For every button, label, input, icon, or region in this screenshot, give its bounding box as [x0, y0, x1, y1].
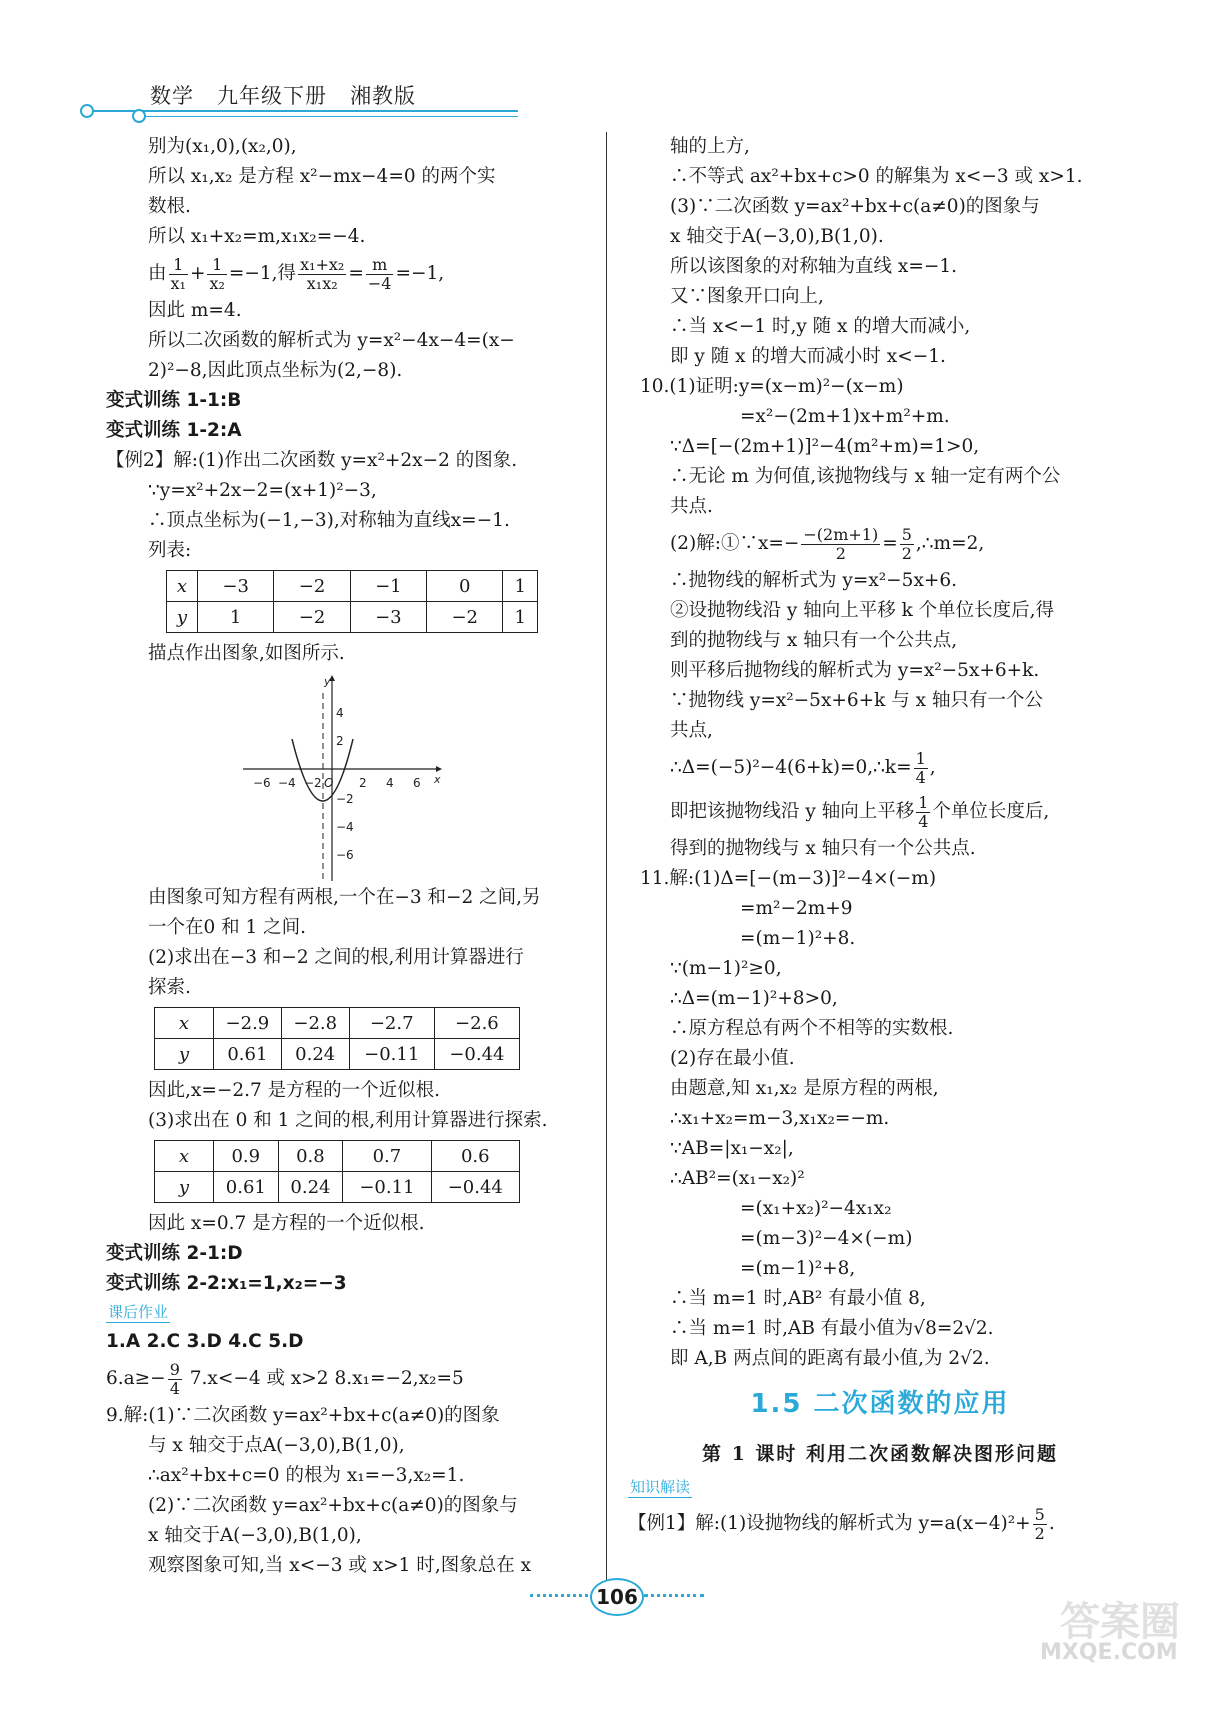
- x-tick-label: 4: [386, 776, 394, 790]
- section-label-knowledge: 知识解读: [630, 1478, 691, 1496]
- text-line: ∴当 m=1 时,AB 有最小值为√8=2√2.: [670, 1318, 994, 1339]
- text-line: ②设抛物线沿 y 轴向上平移 k 个单位长度后,得: [670, 600, 1055, 621]
- text-line: 共点,: [670, 720, 713, 741]
- fraction: $\frac{1}{4}$: [915, 748, 926, 787]
- text-line: 一个在0 和 1 之间.: [148, 917, 307, 938]
- header-dot-icon: [80, 104, 94, 118]
- y-tick-label: 4: [336, 706, 344, 720]
- text-line: 11.解:(1)Δ=[−(m−3)]²−4×(−m): [640, 868, 937, 889]
- table-cell: 0.8: [278, 1141, 343, 1172]
- text-line: 由图象可知方程有两根,一个在−3 和−2 之间,另: [148, 887, 541, 908]
- table-cell: 0.7: [343, 1141, 431, 1172]
- text-line: 探索.: [148, 977, 191, 998]
- text-line: 列表:: [148, 540, 192, 561]
- text-line: 由题意,知 x₁,x₂ 是原方程的两根,: [670, 1078, 939, 1099]
- header-dot-icon: [132, 109, 146, 123]
- text-line: (2)存在最小值.: [670, 1048, 795, 1069]
- page-number: 106: [590, 1578, 644, 1616]
- header-rule: [88, 110, 518, 112]
- table-cell: x: [155, 1141, 214, 1172]
- answer-line: 1.A 2.C 3.D 4.C 5.D: [106, 1331, 304, 1352]
- table-cell: −2: [427, 602, 503, 633]
- table-cell: 0.24: [278, 1172, 343, 1203]
- fraction: $\frac{9}{4}$: [169, 1359, 180, 1398]
- table-cell: −0.11: [349, 1039, 434, 1070]
- fraction-line: 即把该抛物线沿 y 轴向上平移 $\frac{1}{4}$ 个单位长度后,: [670, 792, 1050, 831]
- table-cell: 0: [427, 571, 503, 602]
- text-line: ∵Δ=[−(2m+1)]²−4(m²+m)=1>0,: [670, 436, 980, 457]
- text-line: ∴不等式 ax²+bx+c>0 的解集为 x<−3 或 x>1.: [670, 166, 1083, 187]
- x-axis-label: x: [434, 773, 441, 786]
- text-line: (3)求出在 0 和 1 之间的根,利用计算器进行探索.: [148, 1110, 548, 1131]
- fraction-line: ∴Δ=(−5)²−4(6+k)=0,∴k= $\frac{1}{4}$ ,: [670, 748, 936, 787]
- fraction: $\frac{5}{2}$: [1034, 1504, 1045, 1543]
- text-line: (2)∵二次函数 y=ax²+bx+c(a≠0)的图象与: [148, 1495, 518, 1516]
- fraction: $\frac{\text{x₁+x₂}}{\text{x₁x₂}}$: [300, 254, 345, 293]
- text-line: 因此 x=0.7 是方程的一个近似根.: [148, 1213, 425, 1234]
- value-table: [154, 1007, 520, 1070]
- table-cell: −2.7: [349, 1008, 434, 1039]
- table-cell: −3: [350, 602, 426, 633]
- text-line: ∴AB²=(x₁−x₂)²: [670, 1168, 805, 1189]
- footer-dotted-rule: [644, 1594, 704, 1599]
- text-line: 9.解:(1)∵二次函数 y=ax²+bx+c(a≠0)的图象: [106, 1405, 500, 1426]
- x-tick-label: 6: [413, 776, 421, 790]
- table-cell: 1: [197, 602, 273, 633]
- text-line: 即 A,B 两点间的距离有最小值,为 2√2.: [670, 1348, 990, 1369]
- y-tick-label: −2: [336, 792, 354, 806]
- table-cell: y: [155, 1172, 214, 1203]
- table-cell: −0.44: [434, 1039, 519, 1070]
- left-column: [106, 132, 598, 1581]
- text-line: ∵y=x²+2x−2=(x+1)²−3,: [148, 480, 377, 501]
- column-divider: [606, 132, 607, 1612]
- answer-line: 变式训练 1-1:B: [106, 390, 242, 411]
- fraction: $\frac{1}{\text{x₁}}$: [170, 254, 186, 293]
- text-line: =(m−1)²+8,: [740, 1258, 856, 1279]
- example-heading: 【例1】解:(1)设抛物线的解析式为 y=a(x−4)²+ $\frac{5}{2}$ .: [628, 1504, 1055, 1543]
- x-tick-label: −4: [278, 776, 296, 790]
- example-heading: 【例2】解:(1)作出二次函数 y=x²+2x−2 的图象.: [106, 450, 518, 471]
- text-line: ∴抛物线的解析式为 y=x²−5x+6.: [670, 570, 958, 591]
- text-line: 因此,x=−2.7 是方程的一个近似根.: [148, 1080, 440, 1101]
- text-line: 则平移后抛物线的解析式为 y=x²−5x+6+k.: [670, 660, 1040, 681]
- text-line: x 轴交于A(−3,0),B(1,0).: [670, 226, 884, 247]
- text-line: x 轴交于A(−3,0),B(1,0),: [148, 1525, 362, 1546]
- text-line: 描点作出图象,如图所示.: [148, 643, 345, 664]
- y-tick-label: −4: [336, 820, 354, 834]
- y-axis-label: y: [324, 675, 331, 688]
- lesson-title: 第 1 课时 利用二次函数解决图形问题: [701, 1443, 1059, 1465]
- text-line: 2)²−8,因此顶点坐标为(2,−8).: [148, 360, 403, 381]
- text-line: ∴当 m=1 时,AB² 有最小值 8,: [670, 1288, 926, 1309]
- text-line: 数根.: [148, 196, 191, 217]
- text-line: ∵AB=|x₁−x₂|,: [670, 1138, 794, 1159]
- x-tick-label: −6: [253, 776, 271, 790]
- text-line: 所以 x₁,x₂ 是方程 x²−mx−4=0 的两个实: [148, 166, 496, 187]
- page-header: [150, 80, 416, 110]
- table-cell: 0.9: [214, 1141, 279, 1172]
- header-edition: 湘教版: [350, 84, 417, 108]
- fraction-line: (2)解:①∵x=− $\frac{-(2m+1)}{2}$ = $\frac{5}{2}$ ,∴m=2,: [670, 524, 985, 563]
- y-tick-label: −6: [336, 848, 354, 862]
- text-line: 所以该图象的对称轴为直线 x=−1.: [670, 256, 957, 277]
- table-cell: −0.44: [431, 1172, 519, 1203]
- text-line: 与 x 轴交于点A(−3,0),B(1,0),: [148, 1435, 405, 1456]
- text-line: ∴Δ=(m−1)²+8>0,: [670, 988, 838, 1009]
- text-line: 到的抛物线与 x 轴只有一个公共点,: [670, 630, 958, 651]
- text-line: 观察图象可知,当 x<−3 或 x>1 时,图象总在 x: [148, 1555, 532, 1576]
- text-line: (2)求出在−3 和−2 之间的根,利用计算器进行: [148, 947, 524, 968]
- answer-line: 变式训练 2-2:x₁=1,x₂=−3: [106, 1273, 347, 1294]
- text-line: ∴无论 m 为何值,该抛物线与 x 轴一定有两个公: [670, 466, 1061, 487]
- table-cell: 1: [503, 571, 538, 602]
- header-subject: 数学: [150, 84, 194, 108]
- text-line: =(m−1)²+8.: [740, 928, 856, 949]
- text-line: 所以 x₁+x₂=m,x₁x₂=−4.: [148, 226, 366, 247]
- text-line: =(m−3)²−4×(−m): [740, 1228, 913, 1249]
- y-tick-label: 2: [336, 734, 344, 748]
- table-cell: −0.11: [343, 1172, 431, 1203]
- text-line: (3)∵二次函数 y=ax²+bx+c(a≠0)的图象与: [670, 196, 1040, 217]
- text-line: 别为(x₁,0),(x₂,0),: [148, 136, 297, 157]
- table-cell: x: [155, 1008, 214, 1039]
- text-line: ∵抛物线 y=x²−5x+6+k 与 x 轴只有一个公: [670, 690, 1043, 711]
- watermark-logo: 答案圈: [1060, 1599, 1180, 1645]
- table-cell: −2.8: [281, 1008, 349, 1039]
- text-line: 又∵图象开口向上,: [670, 286, 824, 307]
- answer-line: 6.a≥− $\frac{9}{4}$ 7.x<−4 或 x>2 8.x₁=−2,x₂=5: [106, 1359, 464, 1398]
- origin-label: O: [324, 776, 334, 790]
- table-cell: 0.61: [214, 1039, 282, 1070]
- text-line: 因此 m=4.: [148, 300, 242, 321]
- value-table: [154, 1140, 520, 1203]
- text-line: 轴的上方,: [670, 136, 750, 157]
- table-cell: 1: [503, 602, 538, 633]
- table-cell: 0.24: [281, 1039, 349, 1070]
- fraction: $\frac{m}{-4}$: [367, 254, 392, 293]
- table-cell: 0.61: [214, 1172, 279, 1203]
- parabola-graph: [118, 673, 598, 883]
- x-tick-label: 2: [359, 776, 367, 790]
- header-grade: 九年级下册: [217, 84, 328, 108]
- text-line: 得到的抛物线与 x 轴只有一个公共点.: [670, 838, 976, 859]
- table-cell: 0.6: [431, 1141, 519, 1172]
- value-table: [166, 570, 538, 633]
- text-line: ∴当 x<−1 时,y 随 x 的增大而减小,: [670, 316, 971, 337]
- fraction-line: 由 $\frac{1}{\text{x₁}}$ + $\frac{1}{\text{x₂}}$ =−1,得 $\frac{\text{x₁+x₂}}{\text{x₁x₂}}$ = $\frac{m}{-4}$ =−1,: [148, 254, 445, 293]
- fraction: $\frac{1}{\text{x₂}}$: [209, 254, 225, 293]
- text-line: =x²−(2m+1)x+m²+m.: [740, 406, 950, 427]
- right-column: [628, 132, 1120, 1546]
- fraction: $\frac{-(2m+1)}{2}$: [803, 524, 879, 563]
- fraction: $\frac{1}{4}$: [918, 792, 929, 831]
- table-cell: −2.9: [214, 1008, 282, 1039]
- text-line: ∴顶点坐标为(−1,−3),对称轴为直线x=−1.: [148, 510, 510, 531]
- text-line: 共点.: [670, 496, 713, 517]
- x-tick-label: −2: [304, 776, 322, 790]
- table-cell: −2: [274, 602, 350, 633]
- text-line: ∴x₁+x₂=m−3,x₁x₂=−m.: [670, 1108, 890, 1129]
- text-line: 所以二次函数的解析式为 y=x²−4x−4=(x−: [148, 330, 515, 351]
- x-axis-arrow-icon: [436, 766, 442, 772]
- table-cell: x: [167, 571, 198, 602]
- text-line: 即 y 随 x 的增大而减小时 x<−1.: [670, 346, 946, 367]
- text-line: =m²−2m+9: [740, 898, 853, 919]
- watermark-url: MXQE.COM: [1040, 1640, 1178, 1665]
- answer-line: 变式训练 2-1:D: [106, 1243, 243, 1264]
- table-cell: −3: [197, 571, 273, 602]
- text-line: =(x₁+x₂)²−4x₁x₂: [740, 1198, 892, 1219]
- text-line: ∴原方程总有两个不相等的实数根.: [670, 1018, 954, 1039]
- footer-dotted-rule: [530, 1594, 588, 1599]
- answer-line: 变式训练 1-2:A: [106, 420, 242, 441]
- fraction: $\frac{5}{2}$: [901, 524, 912, 563]
- table-cell: y: [167, 602, 198, 633]
- table-cell: −1: [350, 571, 426, 602]
- header-rule-secondary: [140, 116, 518, 117]
- text-line: 10.(1)证明:y=(x−m)²−(x−m): [640, 376, 904, 397]
- text-line: ∵(m−1)²≥0,: [670, 958, 782, 979]
- table-cell: −2: [274, 571, 350, 602]
- text-line: ∴ax²+bx+c=0 的根为 x₁=−3,x₂=1.: [148, 1465, 465, 1486]
- section-label-homework: 课后作业: [108, 1303, 169, 1321]
- section-title: 1.5 二次函数的应用: [750, 1389, 1010, 1419]
- table-cell: −2.6: [434, 1008, 519, 1039]
- table-cell: y: [155, 1039, 214, 1070]
